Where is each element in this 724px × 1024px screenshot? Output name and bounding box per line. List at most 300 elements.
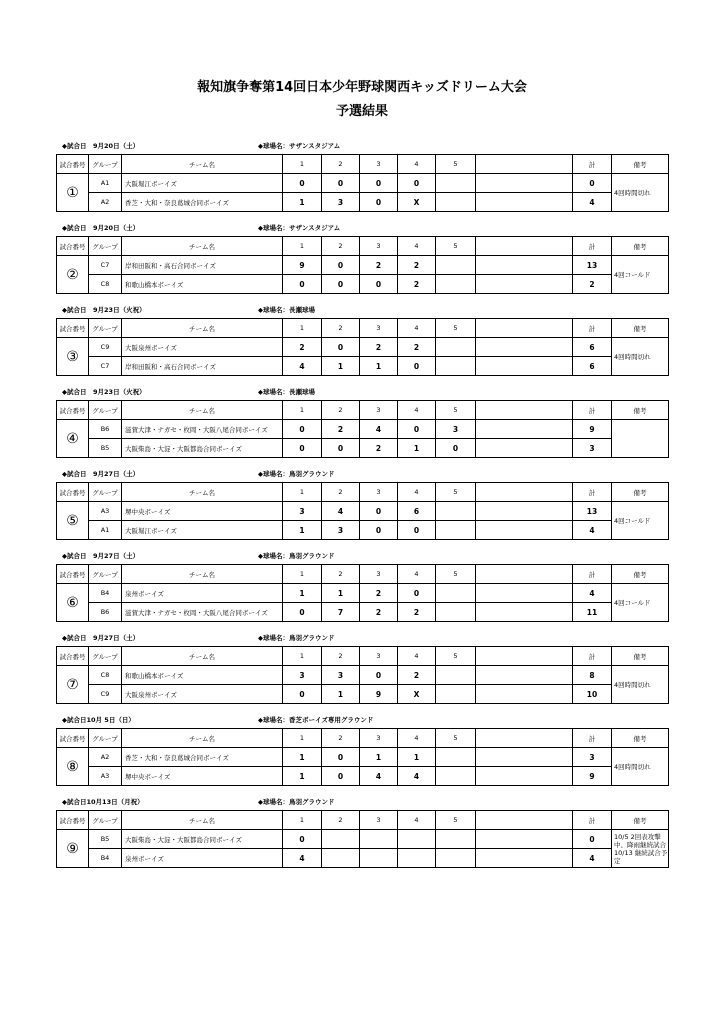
blank-cell: [476, 420, 573, 439]
score-inning-1: 1: [283, 521, 322, 540]
score-inning-2: 1: [322, 685, 360, 704]
score-inning-3: [360, 849, 398, 868]
score-inning-1: 3: [283, 666, 322, 685]
score-inning-5: [436, 748, 476, 767]
header-inning-2: 2: [322, 647, 360, 666]
header-team: チーム名: [122, 319, 283, 338]
header-blank: [476, 729, 573, 748]
game-date: ◆試合日 9月23日（火祝）: [62, 306, 146, 314]
group-cell: B5: [89, 439, 122, 458]
score-inning-2: 2: [322, 420, 360, 439]
header-inning-1: 1: [283, 401, 322, 420]
blank-cell: [476, 256, 573, 275]
header-inning-1: 1: [283, 729, 322, 748]
team-name: 大阪柴島・大淀・大阪都島合同ボーイズ: [122, 439, 283, 458]
score-inning-1: 0: [283, 439, 322, 458]
game-number: ⑧: [57, 748, 89, 786]
header-note: 備考: [612, 647, 669, 666]
game-date: ◆試合日 9月23日（火祝）: [62, 388, 146, 396]
team-row: [57, 748, 669, 767]
team-row: [57, 439, 669, 458]
score-inning-4: 2: [398, 275, 436, 294]
team-name: 大阪堀江ボーイズ: [122, 174, 283, 193]
score-inning-3: 1: [360, 357, 398, 376]
score-inning-4: 2: [398, 603, 436, 622]
team-row: [57, 521, 669, 540]
header-inning-2: 2: [322, 565, 360, 584]
score-inning-4: 4: [398, 767, 436, 786]
group-cell: C8: [89, 275, 122, 294]
score-inning-5: [436, 666, 476, 685]
page-title: 報知旗争奪第14回日本少年野球関西キッズドリーム大会: [197, 80, 527, 95]
game-number: ②: [57, 256, 89, 294]
header-inning-3: 3: [360, 647, 398, 666]
header-row: [57, 319, 669, 338]
group-cell: A3: [89, 767, 122, 786]
game-venue: ◆球場名：サザンスタジアム: [258, 142, 341, 150]
score-inning-3: 4: [360, 420, 398, 439]
game-meta: [56, 222, 668, 236]
header-inning-3: 3: [360, 319, 398, 338]
header-inning-1: 1: [283, 483, 322, 502]
score-inning-2: 7: [322, 603, 360, 622]
blank-cell: [476, 357, 573, 376]
header-inning-4: 4: [398, 155, 436, 174]
team-row: [57, 420, 669, 439]
score-inning-3: 2: [360, 603, 398, 622]
score-table: [56, 400, 669, 458]
header-blank: [476, 647, 573, 666]
blank-cell: [476, 666, 573, 685]
score-total: 4: [573, 584, 612, 603]
header-team: チーム名: [122, 647, 283, 666]
header-inning-2: 2: [322, 729, 360, 748]
score-inning-4: [398, 830, 436, 849]
team-row: [57, 603, 669, 622]
team-name: 和歌山橋本ボーイズ: [122, 666, 283, 685]
header-group: グループ: [89, 155, 122, 174]
game-meta: [56, 632, 668, 646]
blank-cell: [476, 275, 573, 294]
score-inning-2: 3: [322, 521, 360, 540]
team-name: 岸和田阪和・高石合同ボーイズ: [122, 256, 283, 275]
header-blank: [476, 319, 573, 338]
header-inning-2: 2: [322, 319, 360, 338]
score-inning-3: 4: [360, 767, 398, 786]
score-inning-1: 0: [283, 174, 322, 193]
header-row: [57, 483, 669, 502]
score-table: [56, 728, 669, 786]
game-venue: ◆球場名：サザンスタジアム: [258, 224, 341, 232]
note-cell: 4回コールド: [612, 256, 669, 294]
header-team: チーム名: [122, 155, 283, 174]
team-name: 大阪泉州ボーイズ: [122, 685, 283, 704]
header-inning-5: 5: [436, 565, 476, 584]
score-inning-5: [436, 849, 476, 868]
note-cell: 4回時間切れ: [612, 748, 669, 786]
header-blank: [476, 155, 573, 174]
team-row: [57, 338, 669, 357]
group-cell: B5: [89, 830, 122, 849]
score-inning-1: 1: [283, 584, 322, 603]
score-inning-3: 0: [360, 521, 398, 540]
team-name: 泉州ボーイズ: [122, 849, 283, 868]
header-total: 計: [573, 565, 612, 584]
score-inning-3: 0: [360, 502, 398, 521]
team-name: 大阪堀江ボーイズ: [122, 521, 283, 540]
score-inning-1: 1: [283, 748, 322, 767]
score-total: 13: [573, 256, 612, 275]
header-inning-4: 4: [398, 319, 436, 338]
score-inning-5: 0: [436, 439, 476, 458]
score-inning-4: 0: [398, 174, 436, 193]
header-team: チーム名: [122, 811, 283, 830]
group-cell: A1: [89, 174, 122, 193]
header-note: 備考: [612, 729, 669, 748]
game-block: [56, 714, 668, 786]
score-inning-5: [436, 502, 476, 521]
score-inning-3: 9: [360, 685, 398, 704]
score-inning-5: [436, 685, 476, 704]
game-venue: ◆球場名：香芝ボーイズ専用グラウンド: [258, 716, 374, 724]
game-number: ⑦: [57, 666, 89, 704]
score-inning-2: 3: [322, 193, 360, 212]
blank-cell: [476, 521, 573, 540]
header-blank: [476, 483, 573, 502]
team-name: 堺中央ボーイズ: [122, 767, 283, 786]
score-total: 6: [573, 357, 612, 376]
header-blank: [476, 237, 573, 256]
score-inning-2: 3: [322, 666, 360, 685]
header-inning-1: 1: [283, 155, 322, 174]
blank-cell: [476, 584, 573, 603]
score-inning-5: [436, 603, 476, 622]
score-inning-5: [436, 357, 476, 376]
header-inning-2: 2: [322, 237, 360, 256]
blank-cell: [476, 193, 573, 212]
team-row: [57, 174, 669, 193]
score-inning-2: 4: [322, 502, 360, 521]
team-name: 滋賀大津・ナガセ・枚岡・大阪八尾合同ボーイズ: [122, 603, 283, 622]
score-inning-2: 1: [322, 357, 360, 376]
score-total: 4: [573, 849, 612, 868]
score-table: [56, 646, 669, 704]
header-inning-1: 1: [283, 647, 322, 666]
score-inning-1: 0: [283, 603, 322, 622]
header-note: 備考: [612, 483, 669, 502]
score-total: 9: [573, 767, 612, 786]
score-inning-3: 0: [360, 275, 398, 294]
game-number: ⑤: [57, 502, 89, 540]
header-note: 備考: [612, 237, 669, 256]
team-row: [57, 256, 669, 275]
header-game-no: 試合番号: [57, 401, 89, 420]
header-inning-2: 2: [322, 811, 360, 830]
header-inning-2: 2: [322, 155, 360, 174]
score-table: [56, 236, 669, 294]
game-number: ④: [57, 420, 89, 458]
game-block: [56, 222, 668, 294]
score-inning-5: 3: [436, 420, 476, 439]
group-cell: A1: [89, 521, 122, 540]
header-inning-3: 3: [360, 565, 398, 584]
score-inning-3: 0: [360, 666, 398, 685]
score-inning-4: 0: [398, 420, 436, 439]
header-game-no: 試合番号: [57, 483, 89, 502]
team-row: [57, 666, 669, 685]
score-inning-1: 4: [283, 357, 322, 376]
header-inning-3: 3: [360, 811, 398, 830]
score-inning-1: 0: [283, 275, 322, 294]
header-team: チーム名: [122, 401, 283, 420]
blank-cell: [476, 685, 573, 704]
blank-cell: [476, 338, 573, 357]
header-total: 計: [573, 237, 612, 256]
team-name: 香芝・大和・奈良葛城合同ボーイズ: [122, 193, 283, 212]
score-total: 4: [573, 193, 612, 212]
score-inning-3: 1: [360, 748, 398, 767]
group-cell: C9: [89, 338, 122, 357]
header-inning-4: 4: [398, 647, 436, 666]
game-block: [56, 140, 668, 212]
header-game-no: 試合番号: [57, 155, 89, 174]
game-number: ⑨: [57, 830, 89, 868]
score-inning-1: 0: [283, 420, 322, 439]
header-inning-5: 5: [436, 319, 476, 338]
team-row: [57, 685, 669, 704]
team-name: 堺中央ボーイズ: [122, 502, 283, 521]
header-inning-1: 1: [283, 319, 322, 338]
team-name: 香芝・大和・奈良葛城合同ボーイズ: [122, 748, 283, 767]
team-row: [57, 767, 669, 786]
game-number: ①: [57, 174, 89, 212]
score-inning-1: 1: [283, 193, 322, 212]
game-meta: [56, 550, 668, 564]
score-inning-2: 0: [322, 748, 360, 767]
score-inning-1: 9: [283, 256, 322, 275]
score-inning-3: 2: [360, 256, 398, 275]
score-total: 10: [573, 685, 612, 704]
score-inning-4: 0: [398, 521, 436, 540]
game-venue: ◆球場名：鳥羽グラウンド: [258, 470, 335, 478]
game-venue: ◆球場名：鳥羽グラウンド: [258, 552, 335, 560]
header-total: 計: [573, 483, 612, 502]
score-inning-2: 0: [322, 767, 360, 786]
team-name: 岸和田阪和・高石合同ボーイズ: [122, 357, 283, 376]
header-group: グループ: [89, 565, 122, 584]
header-inning-3: 3: [360, 401, 398, 420]
header-note: 備考: [612, 155, 669, 174]
header-inning-4: 4: [398, 483, 436, 502]
header-total: 計: [573, 155, 612, 174]
header-inning-5: 5: [436, 237, 476, 256]
header-inning-5: 5: [436, 811, 476, 830]
header-blank: [476, 811, 573, 830]
header-group: グループ: [89, 729, 122, 748]
header-game-no: 試合番号: [57, 811, 89, 830]
score-inning-1: 2: [283, 338, 322, 357]
score-inning-3: 2: [360, 338, 398, 357]
header-inning-4: 4: [398, 811, 436, 830]
header-inning-3: 3: [360, 729, 398, 748]
game-venue: ◆球場名：鳥羽グラウンド: [258, 798, 335, 806]
blank-cell: [476, 767, 573, 786]
score-inning-3: 0: [360, 174, 398, 193]
team-name: 大阪泉州ボーイズ: [122, 338, 283, 357]
game-meta: [56, 304, 668, 318]
team-name: 滋賀大津・ナガセ・枚岡・大阪八尾合同ボーイズ: [122, 420, 283, 439]
score-inning-4: 1: [398, 439, 436, 458]
header-inning-2: 2: [322, 401, 360, 420]
score-total: 3: [573, 748, 612, 767]
game-date: ◆試合日 9月20日（土）: [62, 224, 140, 232]
game-block: [56, 468, 668, 540]
header-inning-4: 4: [398, 729, 436, 748]
note-cell: 4回時間切れ: [612, 666, 669, 704]
score-total: 0: [573, 830, 612, 849]
header-team: チーム名: [122, 237, 283, 256]
score-inning-2: 0: [322, 174, 360, 193]
group-cell: B4: [89, 584, 122, 603]
score-total: 8: [573, 666, 612, 685]
header-total: 計: [573, 319, 612, 338]
score-total: 2: [573, 275, 612, 294]
header-inning-5: 5: [436, 729, 476, 748]
score-inning-5: [436, 767, 476, 786]
score-inning-4: X: [398, 685, 436, 704]
score-inning-4: 2: [398, 256, 436, 275]
game-meta: [56, 796, 668, 810]
header-game-no: 試合番号: [57, 237, 89, 256]
score-total: 6: [573, 338, 612, 357]
score-inning-3: 0: [360, 193, 398, 212]
note-cell: 4回時間切れ: [612, 338, 669, 376]
header-total: 計: [573, 647, 612, 666]
score-table: [56, 482, 669, 540]
note-cell: 10/5 2回表攻撃中、降雨継続試合 10/13 継続試合予定: [612, 830, 669, 868]
header-group: グループ: [89, 647, 122, 666]
note-cell: 4回コールド: [612, 584, 669, 622]
score-inning-5: [436, 256, 476, 275]
game-date: ◆試合日10月13日（月祝）: [62, 798, 144, 806]
header-note: 備考: [612, 401, 669, 420]
score-inning-5: [436, 193, 476, 212]
game-block: [56, 796, 668, 868]
header-inning-5: 5: [436, 483, 476, 502]
game-venue: ◆球場名：鳥羽グラウンド: [258, 634, 335, 642]
score-inning-3: 2: [360, 439, 398, 458]
blank-cell: [476, 439, 573, 458]
header-inning-4: 4: [398, 565, 436, 584]
score-total: 0: [573, 174, 612, 193]
score-inning-4: 0: [398, 584, 436, 603]
team-name: 大阪柴島・大淀・大阪都島合同ボーイズ: [122, 830, 283, 849]
header-inning-5: 5: [436, 155, 476, 174]
score-inning-4: 0: [398, 357, 436, 376]
score-inning-2: 0: [322, 275, 360, 294]
score-inning-2: 0: [322, 439, 360, 458]
header-total: 計: [573, 401, 612, 420]
note-cell: [612, 420, 669, 458]
blank-cell: [476, 849, 573, 868]
score-table: [56, 810, 669, 868]
header-game-no: 試合番号: [57, 647, 89, 666]
game-date: ◆試合日 9月27日（土）: [62, 470, 140, 478]
team-row: [57, 193, 669, 212]
score-inning-3: [360, 830, 398, 849]
game-date: ◆試合日 9月27日（土）: [62, 552, 140, 560]
score-inning-4: [398, 849, 436, 868]
score-table: [56, 318, 669, 376]
blank-cell: [476, 830, 573, 849]
header-inning-5: 5: [436, 401, 476, 420]
score-total: 11: [573, 603, 612, 622]
score-inning-2: 1: [322, 584, 360, 603]
group-cell: B6: [89, 603, 122, 622]
team-name: 泉州ボーイズ: [122, 584, 283, 603]
group-cell: B6: [89, 420, 122, 439]
header-game-no: 試合番号: [57, 565, 89, 584]
score-table: [56, 154, 669, 212]
game-venue: ◆球場名：長瀬球場: [258, 388, 315, 396]
score-inning-5: [436, 338, 476, 357]
game-number: ⑥: [57, 584, 89, 622]
score-inning-2: 0: [322, 256, 360, 275]
header-row: [57, 565, 669, 584]
game-meta: [56, 714, 668, 728]
game-block: [56, 386, 668, 458]
header-total: 計: [573, 811, 612, 830]
score-inning-5: [436, 830, 476, 849]
score-inning-5: [436, 584, 476, 603]
game-number: ③: [57, 338, 89, 376]
header-inning-2: 2: [322, 483, 360, 502]
header-inning-1: 1: [283, 237, 322, 256]
header-inning-3: 3: [360, 155, 398, 174]
score-total: 13: [573, 502, 612, 521]
header-blank: [476, 401, 573, 420]
score-table: [56, 564, 669, 622]
team-row: [57, 584, 669, 603]
header-team: チーム名: [122, 729, 283, 748]
header-group: グループ: [89, 483, 122, 502]
score-total: 9: [573, 420, 612, 439]
game-block: [56, 550, 668, 622]
score-inning-1: 1: [283, 767, 322, 786]
game-date: ◆試合日 9月27日（土）: [62, 634, 140, 642]
group-cell: C8: [89, 666, 122, 685]
group-cell: C9: [89, 685, 122, 704]
header-note: 備考: [612, 319, 669, 338]
header-blank: [476, 565, 573, 584]
header-row: [57, 401, 669, 420]
header-group: グループ: [89, 401, 122, 420]
team-row: [57, 830, 669, 849]
team-row: [57, 275, 669, 294]
header-row: [57, 237, 669, 256]
header-game-no: 試合番号: [57, 729, 89, 748]
game-block: [56, 304, 668, 376]
header-note: 備考: [612, 565, 669, 584]
game-date: ◆試合日10月 5日（日）: [62, 716, 135, 724]
blank-cell: [476, 603, 573, 622]
header-team: チーム名: [122, 565, 283, 584]
game-meta: [56, 468, 668, 482]
score-inning-3: 2: [360, 584, 398, 603]
team-row: [57, 502, 669, 521]
header-total: 計: [573, 729, 612, 748]
header-row: [57, 155, 669, 174]
